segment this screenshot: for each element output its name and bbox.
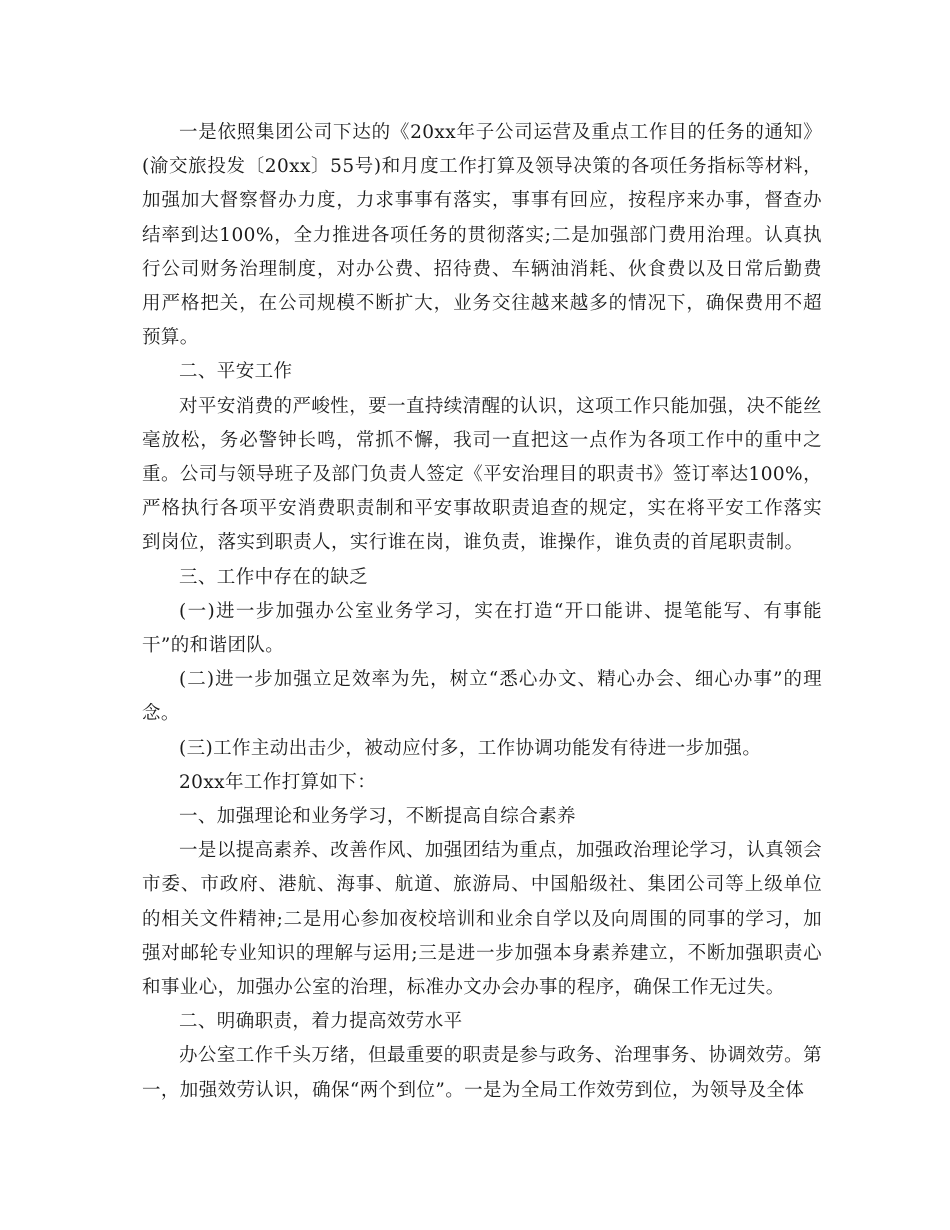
heading-plan-item-1: 一、加强理论和业务学习，不断提高自综合素养 [179, 806, 576, 828]
paragraph-plan-item-1: 一是以提高素养、改善作风、加强团结为重点，加强政治理论学习，认真领会市委、市政府、港航、海事、航道、旅游局、中国船级社、集团公司等上级单位的相关文件精神;二是用心参加夜校培训和业余自学以及向周围的同事的学习，加强对邮轮专业知识的理解与运用;三是进一步加强本身素养建立，不断加强职责心和事业心，加强办公室的治理，标准办文办会办事的程序，确保工作无过失。 [142, 840, 822, 999]
heading-plan-item-2: 二、明确职责，着力提高效劳水平 [179, 1011, 463, 1033]
paragraph-supervision-and-cost-control: 一是依照集团公司下达的《20xx年子公司运营及重点工作目的任务的通知》(渝交旅投发〔20xx〕55号)和月度工作打算及领导决策的各项任务指标等材料，加强加大督察督办力度，力求事事有落实，事事有回应，按程序来办事，督查办结率到达100%，全力推进各项任务的贯彻落实;二是加强部门费用治理。认真执行公司财务治理制度，对办公费、招待费、车辆油消耗、伙食费以及日常后勤费用严格把关，在公司规模不断扩大，业务交往越来越多的情况下，确保费用不超预算。 [142, 122, 822, 349]
list-item-shortcoming-1: (一)进一步加强办公室业务学习，实在打造“开口能讲、提笔能写、有事能干”的和谐团队。 [142, 600, 822, 657]
list-item-shortcoming-3: (三)工作主动出击少，被动应付多，工作协调功能发有待进一步加强。 [179, 737, 762, 759]
paragraph-safety-work: 对平安消费的严峻性，要一直持续清醒的认识，这项工作只能加强，决不能丝毫放松，务必警钟长鸣，常抓不懈，我司一直把这一点作为各项工作中的重中之重。公司与领导班子及部门负责人签定《平安治理目的职责书》签订率达100%，严格执行各项平安消费职责制和平安事故职责追查的规定，实在将平安工作落实到岗位，落实到职责人，实行谁在岗，谁负责，谁操作，谁负责的首尾职责制。 [142, 395, 822, 554]
document-body [142, 116, 822, 1108]
list-item-shortcoming-2: (二)进一步加强立足效率为先，树立“悉心办文、精心办会、细心办事”的理念。 [142, 669, 822, 725]
heading-work-plan: 20xx年工作打算如下： [179, 771, 377, 793]
heading-shortcomings: 三、工作中存在的缺乏 [179, 566, 369, 588]
heading-safety-work: 二、平安工作 [179, 361, 293, 383]
paragraph-plan-item-2: 办公室工作千头万绪，但最重要的职责是参与政务、治理事务、协调效劳。第一，加强效劳认识，确保“两个到位”。一是为全局工作效劳到位，为领导及全体 [142, 1045, 822, 1101]
